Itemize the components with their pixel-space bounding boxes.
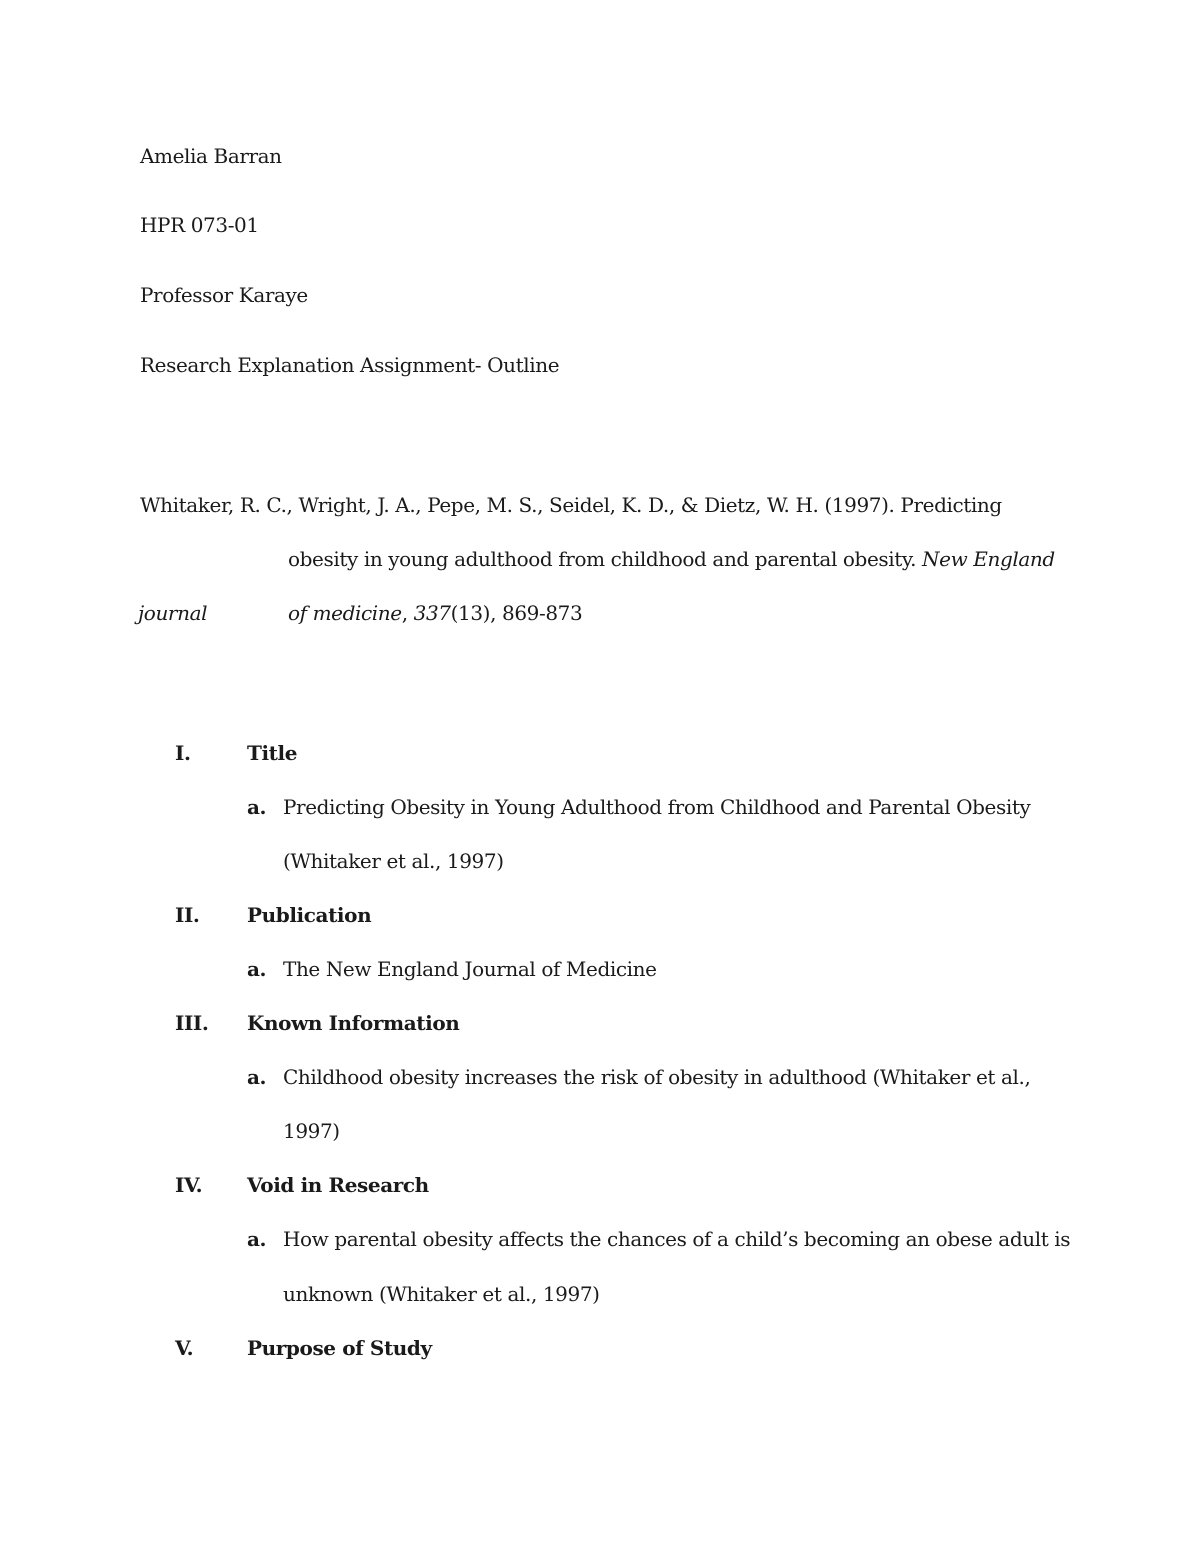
professor-name: Professor Karaye [140,283,308,307]
citation-line-3 [288,600,582,626]
item-text: Predicting Obesity in Young Adulthood from Childhood and Parental Obesity [283,795,1031,819]
section-numeral: II. [175,903,200,927]
item-text: How parental obesity affects the chances of a child’s becoming an obese adult is [283,1227,1071,1251]
section-numeral: I. [175,741,191,765]
citation-issue-pages: (13), 869-873 [450,601,583,625]
item-letter: a. [247,1065,267,1089]
section-heading-publication: Publication [247,903,372,927]
section-heading-title: Title [247,741,298,765]
section-numeral: III. [175,1011,209,1035]
section-numeral: V. [175,1336,194,1360]
citation-line-2 [288,546,1055,572]
item-letter: a. [247,957,267,981]
citation-volume: 337 [413,601,451,625]
item-text: Childhood obesity increases the risk of obesity in adulthood (Whitaker et al., [283,1065,1031,1089]
item-text: unknown (Whitaker et al., 1997) [283,1282,600,1306]
citation-journal-word: journal [138,601,208,625]
item-text: The New England Journal of Medicine [283,957,657,981]
item-letter: a. [247,1227,267,1251]
course-code: HPR 073-01 [140,213,259,237]
section-heading-void-in-research: Void in Research [247,1173,429,1197]
item-letter: a. [247,795,267,819]
section-heading-purpose-of-study: Purpose of Study [247,1336,432,1360]
author-name: Amelia Barran [140,144,282,168]
item-text: (Whitaker et al., 1997) [283,849,504,873]
citation-separator: , [401,601,414,625]
item-text: 1997) [283,1119,340,1143]
assignment-title: Research Explanation Assignment- Outline [140,353,560,377]
citation-line-1: Whitaker, R. C., Wright, J. A., Pepe, M. S., Seidel, K. D., & Dietz, W. H. (1997). Predicting [140,493,1002,517]
citation-journal-end: of medicine [288,601,402,625]
section-heading-known-information: Known Information [247,1011,460,1035]
citation-journal-part: New England [922,547,1055,571]
citation-title-part: obesity in young adulthood from childhood and parental obesity. [288,547,923,571]
section-numeral: IV. [175,1173,203,1197]
